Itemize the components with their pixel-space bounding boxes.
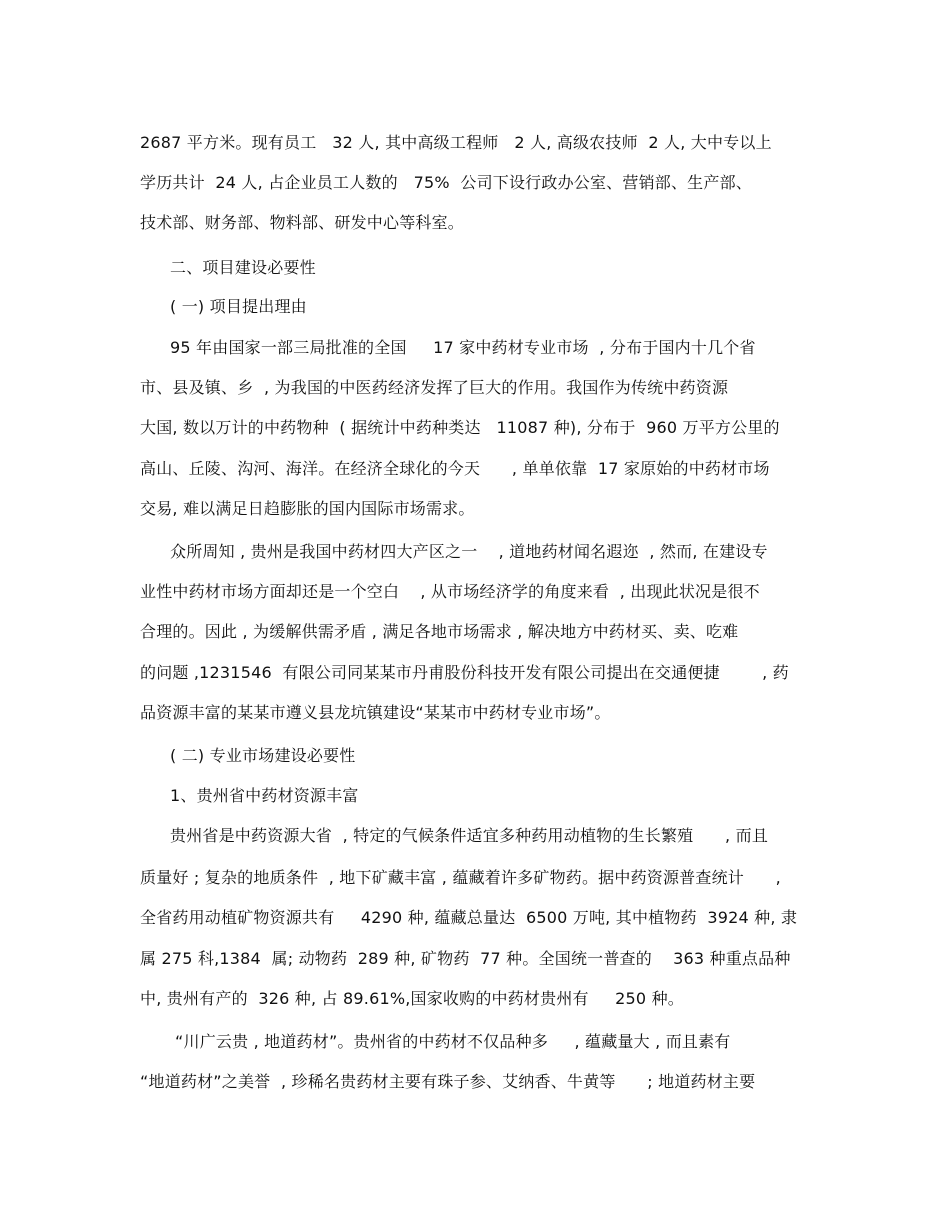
body-line-8: 大国, 数以万计的中药物种 ( 据统计中药种类达 11087 种), 分布于 960 万平方公里的 [140,418,780,437]
body-line-12: 业性中药材市场方面却还是一个空白 , 从市场经济学的角度来看 , 出现此状况是很不 [140,582,760,601]
body-line-14: 的问题 ,1231546 有限公司同某某市丹甫股份科技开发有限公司提出在交通便捷 , 药 [140,663,789,682]
body-line-3: 技术部、财务部、物料部、研发中心等科室。 [140,213,465,232]
body-line-23: “川广云贵 , 地道药材”。贵州省的中药材不仅品种多 , 蕴藏量大 , 而且素有 [175,1032,731,1051]
body-line-11: 众所周知 , 贵州是我国中药材四大产区之一 , 道地药材闻名遐迩 , 然而, 在建设专 [170,542,768,561]
body-line-10: 交易, 难以满足日趋膨胀的国内国际市场需求。 [140,499,475,518]
body-line-13: 合理的。因此 , 为缓解供需矛盾 , 满足各地市场需求 , 解决地方中药材买、卖、吃难 [140,622,739,641]
body-line-18: 贵州省是中药资源大省 , 特定的气候条件适宜多种药用动植物的生长繁殖 , 而且 [170,826,769,845]
body-line-7: 市、县及镇、乡 , 为我国的中医药经济发挥了巨大的作用。我国作为传统中药资源 [140,378,729,397]
item-heading-1: 1、贵州省中药材资源丰富 [170,786,359,805]
body-line-20: 全省药用动植矿物资源共有 4290 种, 蕴藏总量达 6500 万吨, 其中植物药 3924 种, 隶 [140,908,798,927]
body-line-21: 属 275 科,1384 属; 动物药 289 种, 矿物药 77 种。全国统一普查的 363 种重点品种 [140,949,791,968]
body-line-2: 学历共计 24 人, 占企业员工人数的 75% 公司下设行政办公室、营销部、生产部、 [140,173,752,192]
body-line-1: 2687 平方米。现有员工 32 人, 其中高级工程师 2 人, 高级农技师 2 人, 大中专以上 [140,133,772,152]
subsection-heading-2: ( 二) 专业市场建设必要性 [170,746,356,765]
body-line-15: 品资源丰富的某某市遵义县龙坑镇建设“某某市中药材专业市场”。 [140,703,611,722]
body-line-9: 高山、丘陵、沟河、海洋。在经济全球化的今天 , 单单依靠 17 家原始的中药材市场 [140,459,770,478]
section-heading-2: 二、项目建设必要性 [170,258,316,277]
body-line-6: 95 年由国家一部三局批准的全国 17 家中药材专业市场 , 分布于国内十几个省 [170,338,756,357]
body-line-19: 质量好 ; 复杂的地质条件 , 地下矿藏丰富 , 蕴藏着许多矿物药。据中药资源普查统计 , [140,868,781,887]
subsection-heading-1: ( 一) 项目提出理由 [170,297,307,316]
body-line-24: “地道药材”之美誉 , 珍稀名贵药材主要有珠子参、艾纳香、牛黄等 ; 地道药材主要 [140,1072,756,1091]
body-line-22: 中, 贵州有产的 326 种, 占 89.61%,国家收购的中药材贵州有 250 种。 [140,989,684,1008]
